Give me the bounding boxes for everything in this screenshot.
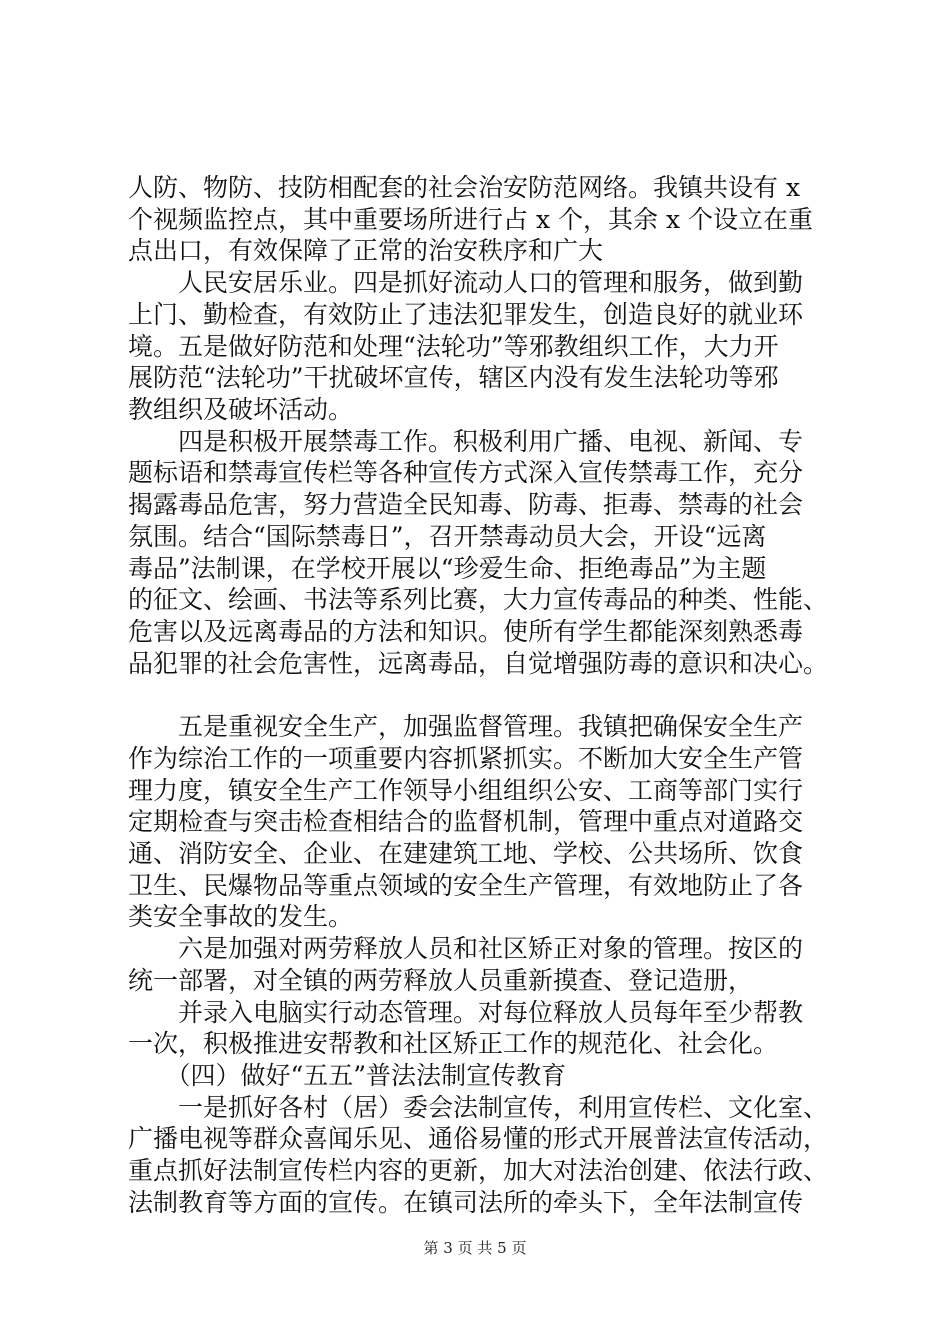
body-text-line: 展防范“法轮功”干扰破坏宣传，辖区内没有发生法轮功等邪: [128, 363, 779, 392]
body-text-line: 通、消防安全、企业、在建建筑工地、学校、公共场所、饮食: [128, 839, 804, 868]
body-text-line: 作为综治工作的一项重要内容抓紧抓实。不断加大安全生产管: [128, 744, 804, 773]
body-text-line: 的征文、绘画、书法等系列比赛，大力宣传毒品的种类、性能、: [128, 585, 828, 614]
body-text-line: 人民安居乐业。四是抓好流动人口的管理和服务，做到勤: [128, 268, 804, 297]
body-text-line: 五是重视安全生产，加强监督管理。我镇把确保安全生产: [128, 712, 804, 741]
body-text-line: 品犯罪的社会危害性，远离毒品，自觉增强防毒的意识和决心。: [128, 649, 828, 678]
body-text-line: 六是加强对两劳释放人员和社区矫正对象的管理。按区的: [128, 934, 804, 963]
body-text-line: 点出口，有效保障了正常的治安秩序和广大: [128, 236, 604, 265]
body-text-line: 一是抓好各村（居）委会法制宣传，利用宣传栏、文化室、: [128, 1093, 828, 1122]
body-text-line: 境。五是做好防范和处理“法轮功”等邪教组织工作，大力开: [128, 332, 779, 361]
body-text-line: 揭露毒品危害，努力营造全民知毒、防毒、拒毒、禁毒的社会: [128, 490, 804, 519]
body-text-line: 法制教育等方面的宣传。在镇司法所的牵头下，全年法制宣传: [128, 1188, 804, 1217]
body-text-line: 广播电视等群众喜闻乐见、通俗易懂的形式开展普法宣传活动，: [128, 1124, 828, 1153]
body-text-line: （四）做好“五五”普法法制宣传教育: [128, 1061, 567, 1090]
body-text-line: 教组织及破坏活动。: [128, 395, 354, 424]
body-text-line: 一次，积极推进安帮教和社区矫正工作的规范化、社会化。: [128, 1029, 779, 1058]
page-footer: 第 3 页 共 5 页: [423, 1239, 527, 1257]
body-text-line: 个视频监控点，其中重要场所进行占 x 个，其余 x 个设立在重: [128, 205, 813, 234]
body-text-line: 统一部署，对全镇的两劳释放人员重新摸查、登记造册，: [128, 966, 754, 995]
body-text-line: 人防、物防、技防相配套的社会治安防范网络。我镇共设有 x: [128, 173, 801, 202]
body-text-line: 重点抓好法制宣传栏内容的更新，加大对法治创建、依法行政、: [128, 1156, 828, 1185]
body-text-line: 氛围。结合“国际禁毒日”，召开禁毒动员大会，开设“远离: [128, 522, 767, 551]
body-text-line: 危害以及远离毒品的方法和知识。使所有学生都能深刻熟悉毒: [128, 617, 804, 646]
body-text-line: 题标语和禁毒宣传栏等各种宣传方式深入宣传禁毒工作，充分: [128, 458, 804, 487]
body-text-line: 并录入电脑实行动态管理。对每位释放人员每年至少帮教: [128, 998, 804, 1027]
body-text-line: 卫生、民爆物品等重点领域的安全生产管理，有效地防止了各: [128, 871, 804, 900]
body-text-line: 理力度，镇安全生产工作领导小组组织公安、工商等部门实行: [128, 776, 804, 805]
body-text-line: 类安全事故的发生。: [128, 902, 354, 931]
body-text-line: 定期检查与突击检查相结合的监督机制，管理中重点对道路交: [128, 807, 804, 836]
body-text-line: 毒品”法制课，在学校开展以“珍爱生命、拒绝毒品”为主题: [128, 554, 767, 583]
body-text-line: 上门、勤检查，有效防止了违法犯罪发生，创造良好的就业环: [128, 300, 804, 329]
body-text-line: 四是积极开展禁毒工作。积极利用广播、电视、新闻、专: [128, 427, 804, 456]
